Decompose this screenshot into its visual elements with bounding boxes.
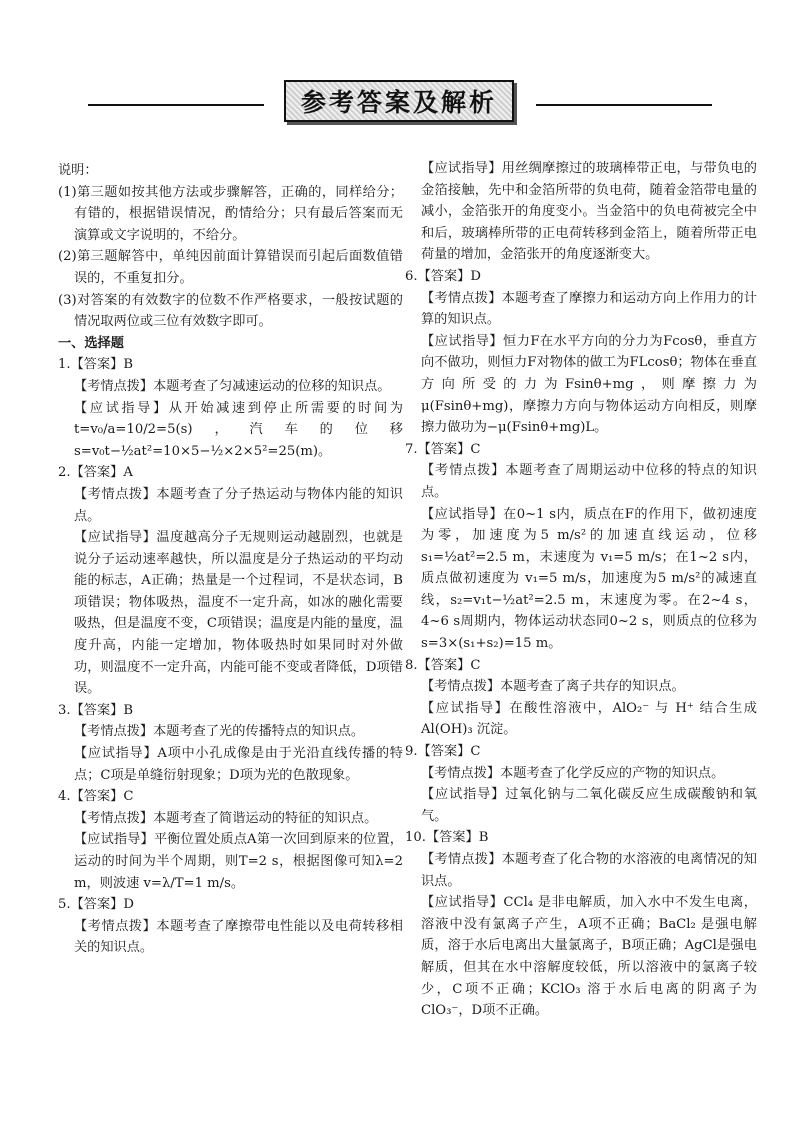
paragraph: 【考情点拨】本题考查了周期运动中位移的特点的知识点。 [421,463,757,500]
paragraph: 【应试指导】在0~1 s内，质点在F的作用下，做初速度为零，加速度为5 m/s²的加速直线运动，位移 s₁=½at²=2.5 m，末速度为 v₁=5 m/s；在1~2 s内，质点做初速度为 v₁=5 m/s，加速度为5 m/s²的减速直线，s₂=v₁t−½at²=2.5 m，末速度为零。在2~4 s，4~6 s周期内，物体运动状态同0~2 s，则质点的位移为 s=3×(s₁+s₂)=15 m。 [421,506,757,652]
paragraph: 【考情点拨】本题考查了化合物的水溶液的电离情况的知识点。 [421,852,757,889]
paragraph: 【应试指导】用丝绸摩擦过的玻璃棒带正电，与带负电的金箔接触，先中和金箔所带的负电荷，随着金箔带电量的减小，金箔张开的角度变小。当金箔中的负电荷被完全中和后，玻璃棒所带的正电荷转移到金箔上，随着所带正电荷量的增加，金箔张开的角度逐渐变大。 [421,161,757,263]
paragraph: 【应试指导】在酸性溶液中，AlO₂⁻ 与 H⁺ 结合生成 Al(OH)₃ 沉淀。 [421,700,757,738]
paragraph: (2)第三题解答中，单纯因前面计算错误而引起后面数值错误的，不重复扣分。 [58,249,403,286]
paragraph: 【应试指导】CCl₄ 是非电解质，加入水中不发生电离，溶液中没有氯离子产生，A项不正确；BaCl₂ 是强电解质，溶于水后电离出大量氯离子，B项正确；AgCl是强电解质，但其在水中溶解度较低，所以溶液中的氯离子较少，C项不正确；KClO₃ 溶于水后电离的阴离子为 ClO₃⁻，D项不正确。 [421,895,757,1019]
paragraph: (1)第三题如按其他方法或步骤解答，正确的，同样给分；有错的，根据错误情况，酌情给分；只有最后答案而无演算或文字说明的，不给分。 [58,184,403,243]
header-rule-left [88,104,264,106]
title-box [284,80,514,122]
paragraph: 3.【答案】B [58,702,134,718]
paragraph: 【考情点拨】本题考查了匀减速运动的位移的知识点。 [74,378,391,394]
paragraph: 2.【答案】A [58,465,133,481]
paragraph: 一、选择题 [58,335,124,351]
paragraph: 【考情点拨】本题考查了化学反应的产物的知识点。 [421,765,725,781]
paragraph: 【考情点拨】本题考查了简谐运动的特征的知识点。 [74,810,378,826]
paragraph: 8.【答案】C [405,657,481,673]
paragraph: 说明： [58,163,98,178]
paragraph: 6.【答案】D [405,268,481,284]
paragraph: 10.【答案】B [405,830,489,846]
paragraph: 【应试指导】从开始减速到停止所需要的时间为 t=v₀/a=10/2=5(s)，汽车的位移 s=v₀t−½at²=10×5−½×2×5²=25(m)。 [74,400,403,459]
header-rule-right [536,104,712,106]
left-column [58,160,403,959]
paragraph: 9.【答案】C [405,744,481,760]
paragraph: 【考情点拨】本题考查了摩擦力和运动方向上作用力的计算的知识点。 [421,290,757,328]
paragraph: 【应试指导】恒力F在水平方向的分力为Fcosθ，垂直方向不做功，则恒力F对物体的做工为FLcosθ；物体在垂直方向所受的力为Fsinθ+mg，则摩擦力为μ(Fsinθ+mg)，摩擦力方向与物体运动方向相反，则摩擦力做功为−μ(Fsinθ+mg)L。 [421,333,757,436]
paragraph: 【应试指导】温度越高分子无规则运动越剧烈，也就是说分子运动速率越快，所以温度是分子热运动的平均动能的标志，A正确；热量是一个过程词，不是状态词，B项错误；物体吸热，温度不一定升高，如冰的融化需要吸热，但是温度不变，C项错误；温度是内能的量度，温度升高，内能一定增加，物体吸热时如果同时对外做功，则温度不一定升高，内能可能不变或者降低，D项错误。 [74,530,403,697]
paragraph: 【应试指导】过氧化钠与二氧化碳反应生成碳酸钠和氧气。 [421,787,757,824]
paragraph: 【考情点拨】本题考查了光的传播特点的知识点。 [74,724,365,740]
paragraph: 4.【答案】C [58,789,134,805]
paragraph: 【应试指导】A项中小孔成像是由于光沿直线传播的特点；C项是单缝衍射现象；D项为光的色散现象。 [74,746,403,783]
page-title: 参考答案及解析 [300,88,497,117]
paragraph: 1.【答案】B [58,357,134,373]
right-column [405,158,757,1022]
paragraph: (3)对答案的有效数字的位数不作严格要求，一般按试题的情况取两位或三位有效数字即可。 [58,292,403,330]
paragraph: 【考情点拨】本题考查了摩擦带电性能以及电荷转移相关的知识点。 [74,918,403,956]
paragraph: 5.【答案】D [58,897,134,913]
paragraph: 【考情点拨】本题考查了分子热运动与物体内能的知识点。 [74,486,403,524]
paragraph: 【考情点拨】本题考查了离子共存的知识点。 [421,679,685,695]
page-header [88,78,712,128]
paragraph: 7.【答案】C [405,441,481,457]
paragraph: 【应试指导】平衡位置处质点A第一次回到原来的位置，运动的时间为半个周期，则T=2 s，根据图像可知λ=2 m，则波速 v=λ/T=1 m/s。 [74,832,403,891]
